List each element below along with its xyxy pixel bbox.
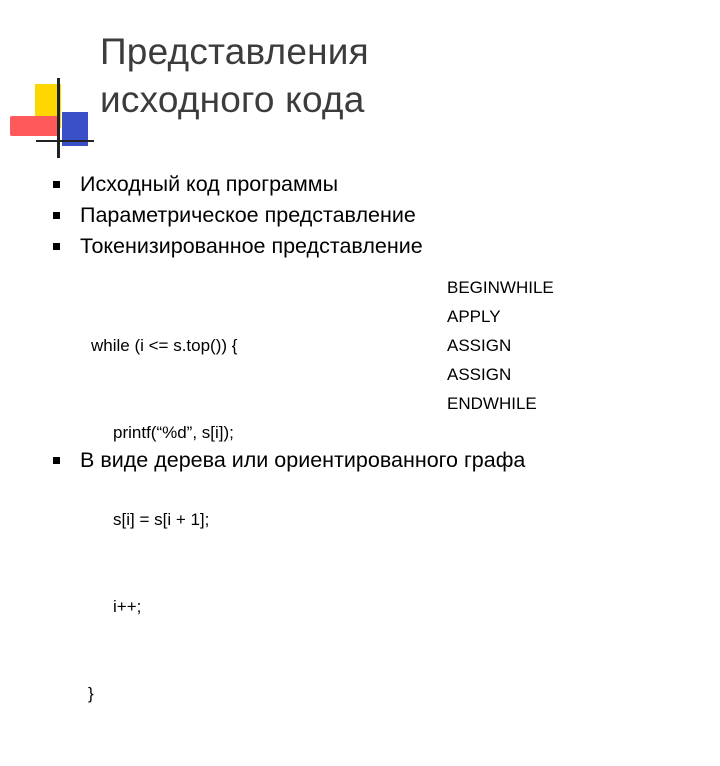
code-line: while (i <= s.top()) { [91, 336, 238, 355]
square-bullet-icon [53, 243, 60, 250]
slide-logo-icon [0, 0, 100, 170]
code-line: i++; [113, 597, 142, 616]
logo-vertical-line [57, 78, 60, 158]
bullet-text: Токенизированное представление [80, 234, 423, 258]
code-sample [88, 273, 238, 766]
slide-title [100, 28, 369, 124]
slide-title-line-1: Представления [100, 31, 369, 72]
token-item: APPLY [447, 307, 501, 326]
bullet-list [50, 169, 423, 262]
bullet-text: В виде дерева или ориентированного графа [80, 448, 526, 472]
bullet-list-final [50, 445, 525, 476]
code-line: printf(“%d”, s[i]); [113, 423, 234, 442]
bullet-text: Исходный код программы [80, 172, 339, 196]
token-item: ASSIGN [447, 365, 512, 384]
token-item: ENDWHILE [447, 394, 537, 413]
square-bullet-icon [53, 457, 60, 464]
bullet-text: Параметрическое представление [80, 203, 416, 227]
bullet-item [50, 200, 423, 231]
bullet-item [50, 169, 423, 200]
logo-red-bar [10, 116, 58, 136]
bullet-item [50, 231, 423, 262]
bullet-item [50, 445, 525, 476]
code-line: } [88, 684, 94, 703]
square-bullet-icon [53, 181, 60, 188]
slide-title-line-2: исходного кода [100, 79, 365, 120]
code-line: s[i] = s[i + 1]; [113, 510, 210, 529]
token-item: ASSIGN [447, 336, 512, 355]
logo-horizontal-line [36, 140, 94, 142]
square-bullet-icon [53, 212, 60, 219]
token-list [447, 273, 554, 418]
token-item: BEGINWHILE [447, 278, 554, 297]
